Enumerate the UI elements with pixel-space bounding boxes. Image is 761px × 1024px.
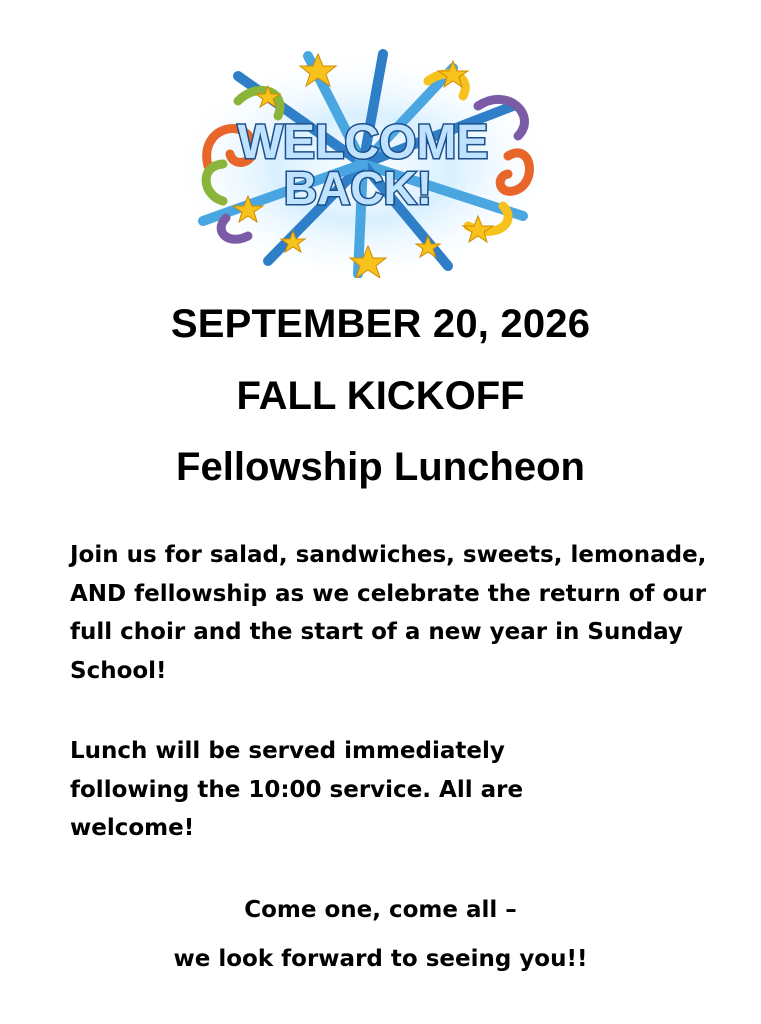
invitation-paragraph: Join us for salad, sandwiches, sweets, lemonade, AND fellowship as we celebrate the return of our full choir and the start of a new year in Sunday School! [70,542,707,684]
event-date: SEPTEMBER 20, 2026 [170,302,591,346]
welcome-back-logo [178,46,548,278]
closing-line-1: Come one, come all – [244,897,517,923]
event-title: FALL KICKOFF [236,374,525,418]
logo-welcome-text: WELCOME [237,116,489,169]
welcome-back-starburst-icon [178,46,548,278]
logo-back-text: BACK! [283,162,433,214]
lunch-details-paragraph: Lunch will be served immediately following the 10:00 service. All are welcome! [70,738,524,841]
event-subtitle: Fellowship Luncheon [176,445,585,489]
closing-line-2: we look forward to seeing you!! [173,946,588,972]
